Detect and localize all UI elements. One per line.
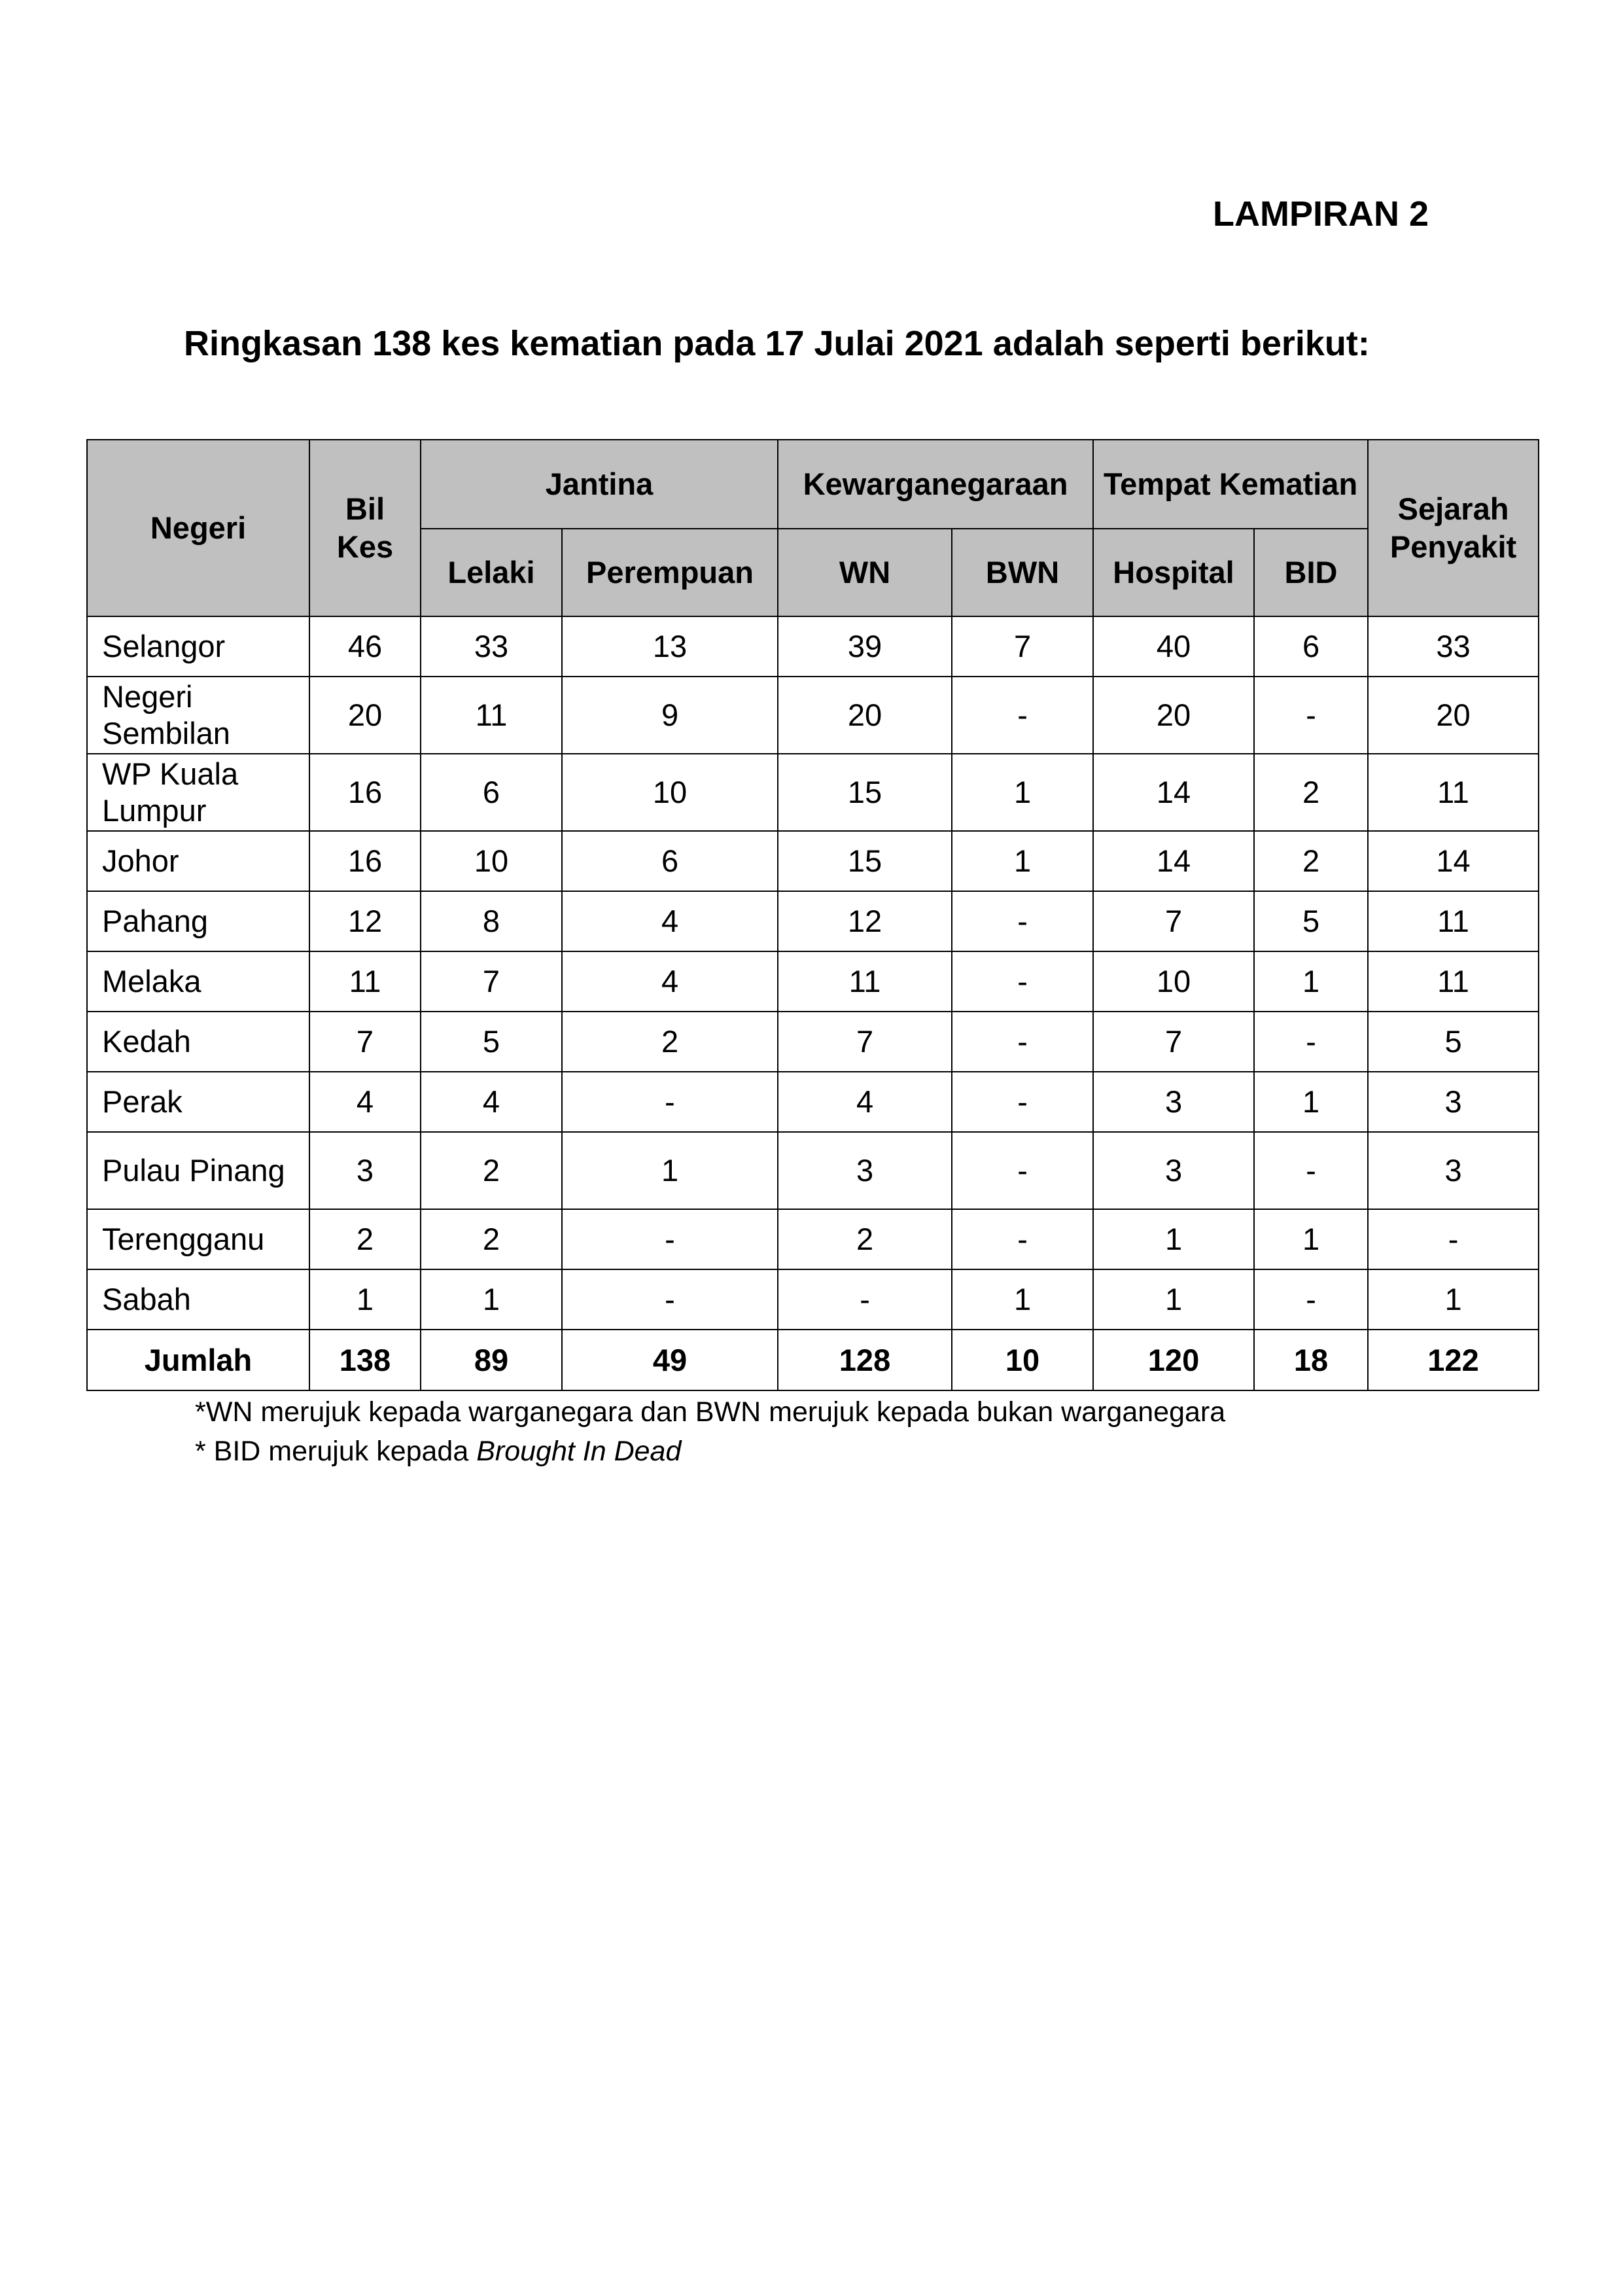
- cell-wn: 2: [778, 1209, 952, 1269]
- total-wn: 128: [778, 1330, 952, 1390]
- cell-lelaki: 2: [421, 1132, 562, 1209]
- cell-bid: -: [1254, 1012, 1368, 1072]
- header-negeri: Negeri: [87, 440, 309, 616]
- total-bil: 138: [309, 1330, 421, 1390]
- table-row: [87, 831, 1539, 891]
- cell-wn: 15: [778, 754, 952, 831]
- cell-sejarah: 3: [1368, 1072, 1539, 1132]
- cell-bid: 2: [1254, 831, 1368, 891]
- cell-lelaki: 7: [421, 951, 562, 1012]
- cell-bil: 16: [309, 831, 421, 891]
- cell-lelaki: 10: [421, 831, 562, 891]
- cell-bid: 2: [1254, 754, 1368, 831]
- cell-wn: 4: [778, 1072, 952, 1132]
- table-row: [87, 891, 1539, 951]
- cell-sejarah: 11: [1368, 951, 1539, 1012]
- table-row: [87, 1012, 1539, 1072]
- cell-hospital: 3: [1093, 1072, 1254, 1132]
- cell-bil: 20: [309, 677, 421, 754]
- cell-bil: 4: [309, 1072, 421, 1132]
- cell-lelaki: 2: [421, 1209, 562, 1269]
- cell-lelaki: 1: [421, 1269, 562, 1330]
- table-row: [87, 754, 1539, 831]
- total-sejarah: 122: [1368, 1330, 1539, 1390]
- header-bil-kes: Bil Kes: [309, 440, 421, 616]
- cell-bil: 16: [309, 754, 421, 831]
- cell-negeri: Kedah: [87, 1012, 309, 1072]
- cell-hospital: 40: [1093, 616, 1254, 677]
- footnote-bid-text: * BID merujuk kepada: [195, 1436, 477, 1467]
- cell-wn: 15: [778, 831, 952, 891]
- footnotes: [195, 1392, 1225, 1471]
- header-jantina: Jantina: [421, 440, 778, 529]
- cell-bwn: -: [952, 1072, 1093, 1132]
- appendix-label: LAMPIRAN 2: [1212, 194, 1429, 234]
- cell-wn: 12: [778, 891, 952, 951]
- total-row: [87, 1330, 1539, 1390]
- total-bid: 18: [1254, 1330, 1368, 1390]
- cell-lelaki: 11: [421, 677, 562, 754]
- cell-hospital: 7: [1093, 1012, 1254, 1072]
- cell-sejarah: 3: [1368, 1132, 1539, 1209]
- cell-sejarah: 20: [1368, 677, 1539, 754]
- cell-bil: 7: [309, 1012, 421, 1072]
- cell-bil: 12: [309, 891, 421, 951]
- cell-sejarah: 11: [1368, 754, 1539, 831]
- cell-bwn: -: [952, 951, 1093, 1012]
- cell-hospital: 3: [1093, 1132, 1254, 1209]
- cell-perempuan: -: [562, 1072, 778, 1132]
- total-hospital: 120: [1093, 1330, 1254, 1390]
- cell-bwn: 1: [952, 831, 1093, 891]
- cell-hospital: 14: [1093, 754, 1254, 831]
- cell-perempuan: 6: [562, 831, 778, 891]
- cell-lelaki: 6: [421, 754, 562, 831]
- intro-paragraph: Ringkasan 138 kes kematian pada 17 Julai 2021 adalah seperti berikut:: [184, 324, 1370, 363]
- cell-bil: 3: [309, 1132, 421, 1209]
- cell-lelaki: 5: [421, 1012, 562, 1072]
- cell-negeri: Selangor: [87, 616, 309, 677]
- cell-bwn: 7: [952, 616, 1093, 677]
- cell-wn: 11: [778, 951, 952, 1012]
- total-lelaki: 89: [421, 1330, 562, 1390]
- cell-wn: 39: [778, 616, 952, 677]
- cell-wn: 20: [778, 677, 952, 754]
- cell-bid: 5: [1254, 891, 1368, 951]
- cell-bwn: 1: [952, 1269, 1093, 1330]
- header-tempat-kematian: Tempat Kematian: [1093, 440, 1368, 529]
- cell-negeri: Perak: [87, 1072, 309, 1132]
- cell-bwn: -: [952, 1209, 1093, 1269]
- cell-negeri: Terengganu: [87, 1209, 309, 1269]
- cell-perempuan: 4: [562, 891, 778, 951]
- cell-hospital: 20: [1093, 677, 1254, 754]
- cell-negeri: Negeri Sembilan: [87, 677, 309, 754]
- cell-negeri: Johor: [87, 831, 309, 891]
- cell-bwn: -: [952, 677, 1093, 754]
- cell-hospital: 14: [1093, 831, 1254, 891]
- footnote-wn: *WN merujuk kepada warganegara dan BWN merujuk kepada bukan warganegara: [195, 1396, 1226, 1428]
- table-row: [87, 1132, 1539, 1209]
- table-row: [87, 677, 1539, 754]
- cell-perempuan: 13: [562, 616, 778, 677]
- cell-bid: -: [1254, 677, 1368, 754]
- header-hospital: Hospital: [1093, 529, 1254, 616]
- cell-wn: 7: [778, 1012, 952, 1072]
- header-bid: BID: [1254, 529, 1368, 616]
- header-perempuan: Perempuan: [562, 529, 778, 616]
- cell-sejarah: 5: [1368, 1012, 1539, 1072]
- cell-sejarah: 11: [1368, 891, 1539, 951]
- cell-bid: -: [1254, 1269, 1368, 1330]
- table-row: [87, 951, 1539, 1012]
- footnote-bid: [195, 1432, 1225, 1471]
- cell-negeri: Sabah: [87, 1269, 309, 1330]
- footnote-bid-term: Brought In Dead: [476, 1436, 682, 1467]
- header-kewarganegaraan: Kewarganegaraan: [778, 440, 1093, 529]
- cell-bil: 46: [309, 616, 421, 677]
- cell-perempuan: 2: [562, 1012, 778, 1072]
- cell-bid: -: [1254, 1132, 1368, 1209]
- cell-sejarah: -: [1368, 1209, 1539, 1269]
- cell-perempuan: -: [562, 1269, 778, 1330]
- cell-bwn: -: [952, 1132, 1093, 1209]
- cell-bwn: -: [952, 1012, 1093, 1072]
- total-bwn: 10: [952, 1330, 1093, 1390]
- cell-bwn: -: [952, 891, 1093, 951]
- cell-negeri: WP Kuala Lumpur: [87, 754, 309, 831]
- cell-negeri: Melaka: [87, 951, 309, 1012]
- cell-sejarah: 33: [1368, 616, 1539, 677]
- cell-sejarah: 1: [1368, 1269, 1539, 1330]
- cell-negeri: Pahang: [87, 891, 309, 951]
- cell-perempuan: 4: [562, 951, 778, 1012]
- header-sejarah-penyakit: Sejarah Penyakit: [1368, 440, 1539, 616]
- cell-hospital: 7: [1093, 891, 1254, 951]
- cell-bid: 1: [1254, 1072, 1368, 1132]
- total-perempuan: 49: [562, 1330, 778, 1390]
- deaths-summary-table: [86, 439, 1539, 1391]
- cell-bwn: 1: [952, 754, 1093, 831]
- cell-hospital: 1: [1093, 1269, 1254, 1330]
- cell-perempuan: 10: [562, 754, 778, 831]
- cell-bid: 1: [1254, 1209, 1368, 1269]
- header-wn: WN: [778, 529, 952, 616]
- table-row: [87, 616, 1539, 677]
- cell-perempuan: 1: [562, 1132, 778, 1209]
- cell-wn: 3: [778, 1132, 952, 1209]
- header-bwn: BWN: [952, 529, 1093, 616]
- cell-perempuan: 9: [562, 677, 778, 754]
- cell-perempuan: -: [562, 1209, 778, 1269]
- cell-bil: 2: [309, 1209, 421, 1269]
- cell-lelaki: 4: [421, 1072, 562, 1132]
- total-label: Jumlah: [87, 1330, 309, 1390]
- table-row: [87, 1209, 1539, 1269]
- header-lelaki: Lelaki: [421, 529, 562, 616]
- cell-lelaki: 8: [421, 891, 562, 951]
- cell-bil: 1: [309, 1269, 421, 1330]
- cell-hospital: 1: [1093, 1209, 1254, 1269]
- cell-hospital: 10: [1093, 951, 1254, 1012]
- cell-bil: 11: [309, 951, 421, 1012]
- table-row: [87, 1269, 1539, 1330]
- cell-sejarah: 14: [1368, 831, 1539, 891]
- cell-bid: 6: [1254, 616, 1368, 677]
- cell-bid: 1: [1254, 951, 1368, 1012]
- cell-wn: -: [778, 1269, 952, 1330]
- cell-negeri: Pulau Pinang: [87, 1132, 309, 1209]
- cell-lelaki: 33: [421, 616, 562, 677]
- table-row: [87, 1072, 1539, 1132]
